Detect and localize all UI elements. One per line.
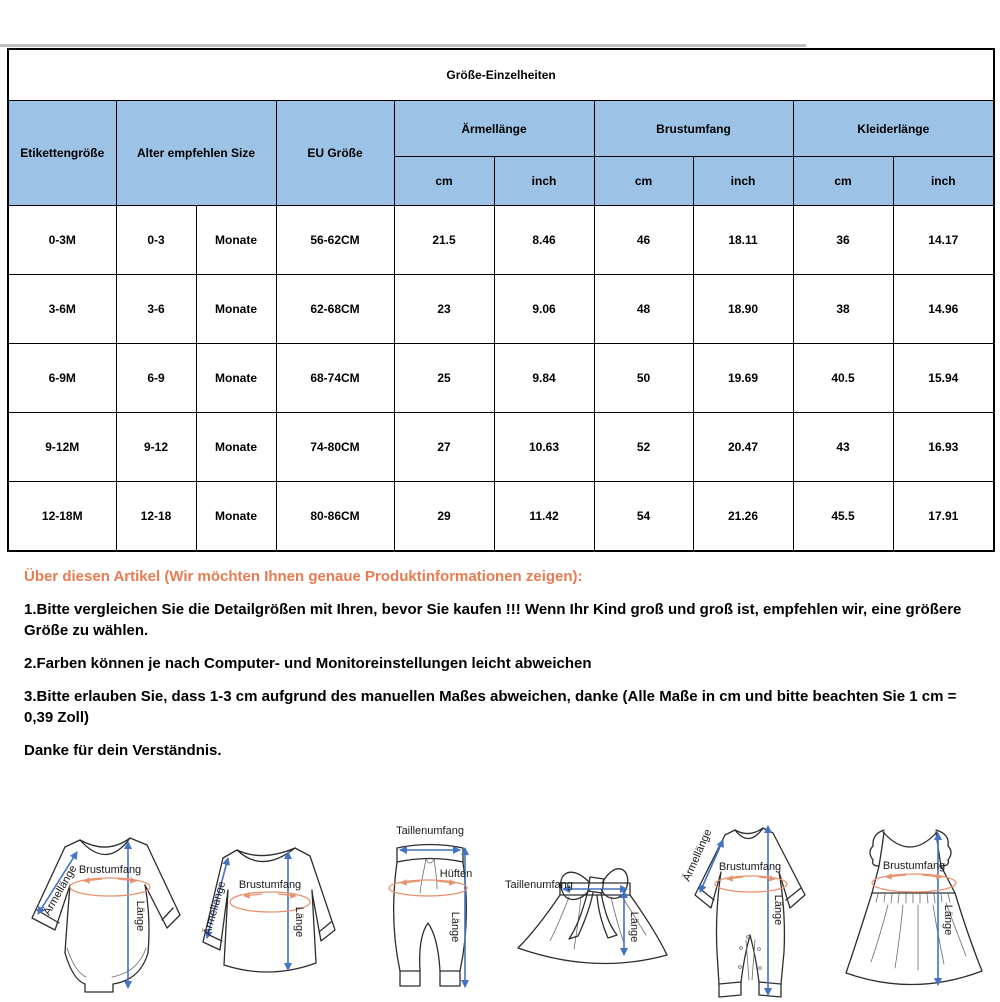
notes-item-2: 2.Farben können je nach Computer- und Monitoreinstellungen leicht abweichen [24, 655, 592, 672]
table-cell-unit: Monate [196, 206, 276, 275]
table-cell-label: 3-6M [8, 275, 116, 344]
shirt-chest-label: Brustumfang [238, 879, 302, 891]
table-cell-chest_in: 18.11 [693, 206, 793, 275]
size-table [7, 48, 995, 552]
table-cell-sleeve_cm: 23 [394, 275, 494, 344]
col-header-label-size: Etikettengröße [8, 101, 116, 206]
table-row [8, 482, 994, 552]
pants-waist-label: Taillenumfang [396, 825, 464, 837]
subheader-length-cm: cm [793, 157, 893, 206]
table-cell-label: 0-3M [8, 206, 116, 275]
table-cell-eu: 80-86CM [276, 482, 394, 552]
table-cell-len_cm: 43 [793, 413, 893, 482]
table-cell-len_in: 15.94 [893, 344, 994, 413]
table-cell-label: 12-18M [8, 482, 116, 552]
subheader-chest-cm: cm [594, 157, 693, 206]
dress-drawing [846, 830, 982, 985]
notes-section [24, 566, 980, 773]
size-table-body [8, 206, 994, 552]
dress-figure [840, 808, 1000, 1000]
shirt-figure [195, 838, 345, 983]
table-cell-age: 12-18 [116, 482, 196, 552]
table-cell-label: 6-9M [8, 344, 116, 413]
table-cell-sleeve_in: 9.06 [494, 275, 594, 344]
romper-drawing [695, 828, 805, 997]
table-cell-age: 0-3 [116, 206, 196, 275]
table-cell-eu: 74-80CM [276, 413, 394, 482]
col-header-dress-length: Kleiderlänge [793, 101, 994, 157]
subheader-chest-inch: inch [693, 157, 793, 206]
table-cell-sleeve_cm: 27 [394, 413, 494, 482]
table-cell-len_in: 14.96 [893, 275, 994, 344]
table-cell-chest_in: 18.90 [693, 275, 793, 344]
col-header-sleeve: Ärmellänge [394, 101, 594, 157]
romper-chest-label: Brustumfang [718, 861, 782, 873]
bodysuit-sleeve-label: Ärmellänge [41, 863, 80, 918]
pants-figure [362, 815, 497, 1000]
table-cell-chest_cm: 50 [594, 344, 693, 413]
table-cell-len_in: 14.17 [893, 206, 994, 275]
romper-length-label: Länge [772, 894, 784, 926]
table-cell-sleeve_in: 11.42 [494, 482, 594, 552]
table-cell-sleeve_in: 9.84 [494, 344, 594, 413]
bodysuit-chest-label: Brustumfang [78, 864, 142, 876]
table-cell-len_in: 16.93 [893, 413, 994, 482]
table-cell-sleeve_cm: 25 [394, 344, 494, 413]
skirt-waist-label: Taillenumfang [505, 879, 573, 891]
subheader-sleeve-cm: cm [394, 157, 494, 206]
shirt-drawing [203, 848, 335, 972]
table-cell-sleeve_in: 8.46 [494, 206, 594, 275]
table-cell-unit: Monate [196, 413, 276, 482]
table-title: Größe-Einzelheiten [8, 49, 994, 101]
bodysuit-length-label: Länge [134, 900, 146, 932]
table-cell-sleeve_in: 10.63 [494, 413, 594, 482]
romper-figure [673, 810, 838, 1002]
table-cell-eu: 68-74CM [276, 344, 394, 413]
dress-length-label: Länge [942, 904, 954, 936]
subheader-length-inch: inch [893, 157, 994, 206]
table-cell-unit: Monate [196, 344, 276, 413]
pants-length-label: Länge [449, 911, 461, 943]
pants-hips-label: Hüften [439, 868, 473, 880]
table-row [8, 344, 994, 413]
table-row [8, 413, 994, 482]
notes-heading: Über diesen Artikel (Wir möchten Ihnen genaue Produktinformationen zeigen): [24, 568, 583, 585]
table-cell-sleeve_cm: 29 [394, 482, 494, 552]
col-header-chest: Brustumfang [594, 101, 793, 157]
dress-chest-label: Brustumfang [882, 860, 946, 872]
table-cell-chest_cm: 52 [594, 413, 693, 482]
col-header-age: Alter empfehlen Size [116, 101, 276, 206]
bodysuit-figure [25, 830, 195, 998]
table-cell-chest_cm: 46 [594, 206, 693, 275]
table-cell-len_cm: 45.5 [793, 482, 893, 552]
notes-thanks: Danke für dein Verständnis. [24, 742, 222, 759]
table-cell-label: 9-12M [8, 413, 116, 482]
scan-shadow-line [0, 44, 806, 47]
table-cell-unit: Monate [196, 482, 276, 552]
table-cell-chest_cm: 54 [594, 482, 693, 552]
table-row [8, 275, 994, 344]
table-cell-age: 9-12 [116, 413, 196, 482]
table-cell-len_cm: 40.5 [793, 344, 893, 413]
table-cell-chest_in: 20.47 [693, 413, 793, 482]
romper-sleeve-label: Ärmellänge [680, 827, 715, 884]
subheader-sleeve-inch: inch [494, 157, 594, 206]
table-cell-chest_cm: 48 [594, 275, 693, 344]
shirt-sleeve-label: Ärmellänge [201, 880, 229, 937]
table-cell-age: 6-9 [116, 344, 196, 413]
table-cell-eu: 62-68CM [276, 275, 394, 344]
table-cell-eu: 56-62CM [276, 206, 394, 275]
table-cell-len_in: 17.91 [893, 482, 994, 552]
table-cell-chest_in: 19.69 [693, 344, 793, 413]
bodysuit-drawing [32, 838, 180, 992]
table-cell-chest_in: 21.26 [693, 482, 793, 552]
shirt-length-label: Länge [293, 906, 305, 938]
table-row [8, 206, 994, 275]
skirt-figure [503, 845, 698, 970]
skirt-length-label: Länge [628, 911, 640, 943]
table-cell-sleeve_cm: 21.5 [394, 206, 494, 275]
notes-item-1: 1.Bitte vergleichen Sie die Detailgrößen mit Ihren, bevor Sie kaufen !!! Wenn Ihr Kind groß und groß ist, empfehlen wir, eine größere Größe zu wählen. [24, 601, 962, 639]
table-cell-len_cm: 38 [793, 275, 893, 344]
col-header-eu: EU Größe [276, 101, 394, 206]
table-cell-unit: Monate [196, 275, 276, 344]
notes-item-3: 3.Bitte erlauben Sie, dass 1-3 cm aufgrund des manuellen Maßes abweichen, danke (Alle Maße in cm und bitte beachten Sie 1 cm = 0,39 Zoll) [24, 688, 957, 726]
table-cell-len_cm: 36 [793, 206, 893, 275]
table-cell-age: 3-6 [116, 275, 196, 344]
